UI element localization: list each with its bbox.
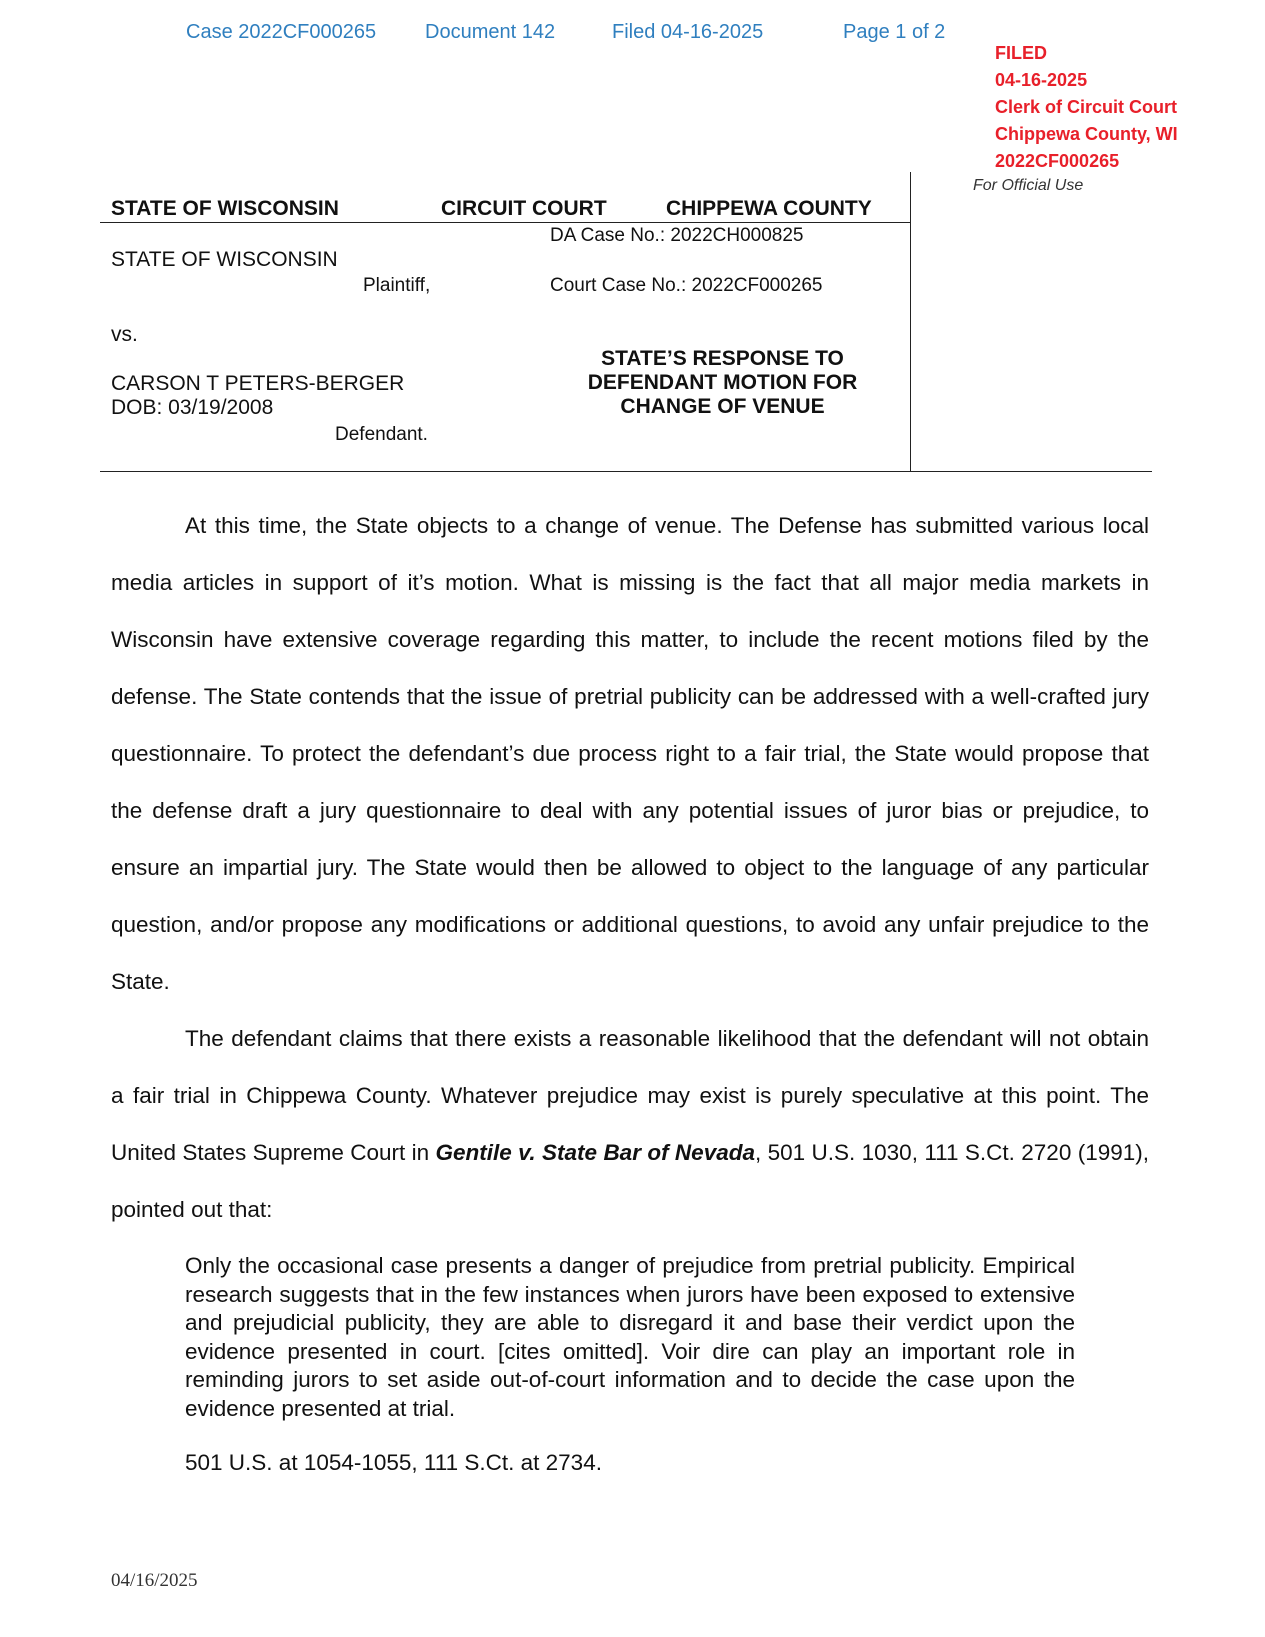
stamp-case-number: 2022CF000265 (995, 151, 1120, 171)
document-title-line-3: CHANGE OF VENUE (620, 395, 825, 418)
quote-citation: 501 U.S. at 1054-1055, 111 S.Ct. at 2734. (185, 1450, 602, 1475)
plaintiff-name: STATE OF WISCONSIN (111, 248, 338, 271)
stamp-clerk: Clerk of Circuit Court (995, 97, 1178, 117)
body-paragraph-1: At this time, the State objects to a change of venue. The Defense has submitted various local media articles in support of it’s motion. What is missing is the fact that all major media markets in Wisconsin have extensive coverage regarding this matter, to include the recent motions filed by the defense. The State contends that the issue of pretrial publicity can be addressed with a well-crafted jury questionnaire. To protect the defendant’s due process right to a fair trial, the State would propose that the defense draft a jury questionnaire to deal with any potential issues of juror bias or prejudice, to ensure an impartial jury. The State would then be allowed to object to the language of any particular question, and/or propose any modifications or additional questions, to avoid any unfair prejudice to the State. (111, 513, 1149, 994)
caption-vertical-rule (910, 172, 911, 471)
court-case-number: Court Case No.: 2022CF000265 (550, 275, 823, 296)
body-paragraph-1-container (111, 497, 1149, 1010)
caption-court: CIRCUIT COURT (441, 197, 607, 220)
body-paragraph-2-container (111, 1010, 1149, 1238)
defendant-role: Defendant. (335, 424, 428, 445)
stamp-county: Chippewa County, WI (995, 124, 1178, 144)
official-use-label: For Official Use (973, 177, 1084, 194)
stamp-filed: FILED (995, 43, 1047, 63)
header-filed: Filed 04-16-2025 (612, 21, 764, 43)
defendant-dob: DOB: 03/19/2008 (111, 396, 274, 419)
paragraph-2-text-after: , 501 U.S. 1030, 111 S.Ct. 2720 (1991), pointed out that: (111, 1140, 1149, 1222)
header-document: Document 142 (425, 21, 556, 43)
da-case-number: DA Case No.: 2022CH000825 (550, 225, 804, 246)
footer-date: 04/16/2025 (111, 1570, 198, 1591)
caption-vs: vs. (111, 323, 138, 346)
stamp-date: 04-16-2025 (995, 70, 1088, 90)
caption-bottom-rule (100, 471, 1152, 472)
header-case: Case 2022CF000265 (186, 21, 377, 43)
paragraph-2-text-before: The defendant claims that there exists a reasonable likelihood that the defendant will not obtain a fair trial in Chippewa County. Whatever prejudice may exist is purely speculative at this point. The United States Supreme Court in (111, 1026, 1149, 1165)
block-quote: Only the occasional case presents a danger of prejudice from pretrial publicity. Empirical research suggests that in the few instances when jurors have been exposed to extensive and prejudicial publicity, they are able to disregard it and base their verdict upon the evidence presented in court. [cites omitted]. Voir dire can play an important role in reminding jurors to set aside out-of-court information and to decide the case upon the evidence presented at trial. (185, 1253, 1075, 1421)
filing-stamp (995, 40, 1178, 175)
document-title-line-1: STATE’S RESPONSE TO (601, 347, 844, 370)
caption-county: CHIPPEWA COUNTY (666, 197, 872, 220)
caption-state: STATE OF WISCONSIN (111, 197, 339, 220)
header-page: Page 1 of 2 (843, 21, 946, 43)
document-title (560, 347, 885, 419)
body-paragraph-2 (111, 1010, 1149, 1238)
caption-top-rule (100, 222, 910, 223)
defendant-name: CARSON T PETERS-BERGER (111, 372, 405, 395)
document-title-line-2: DEFENDANT MOTION FOR (587, 371, 858, 394)
plaintiff-role: Plaintiff, (363, 275, 431, 296)
case-citation-name: Gentile v. State Bar of Nevada (435, 1140, 755, 1165)
